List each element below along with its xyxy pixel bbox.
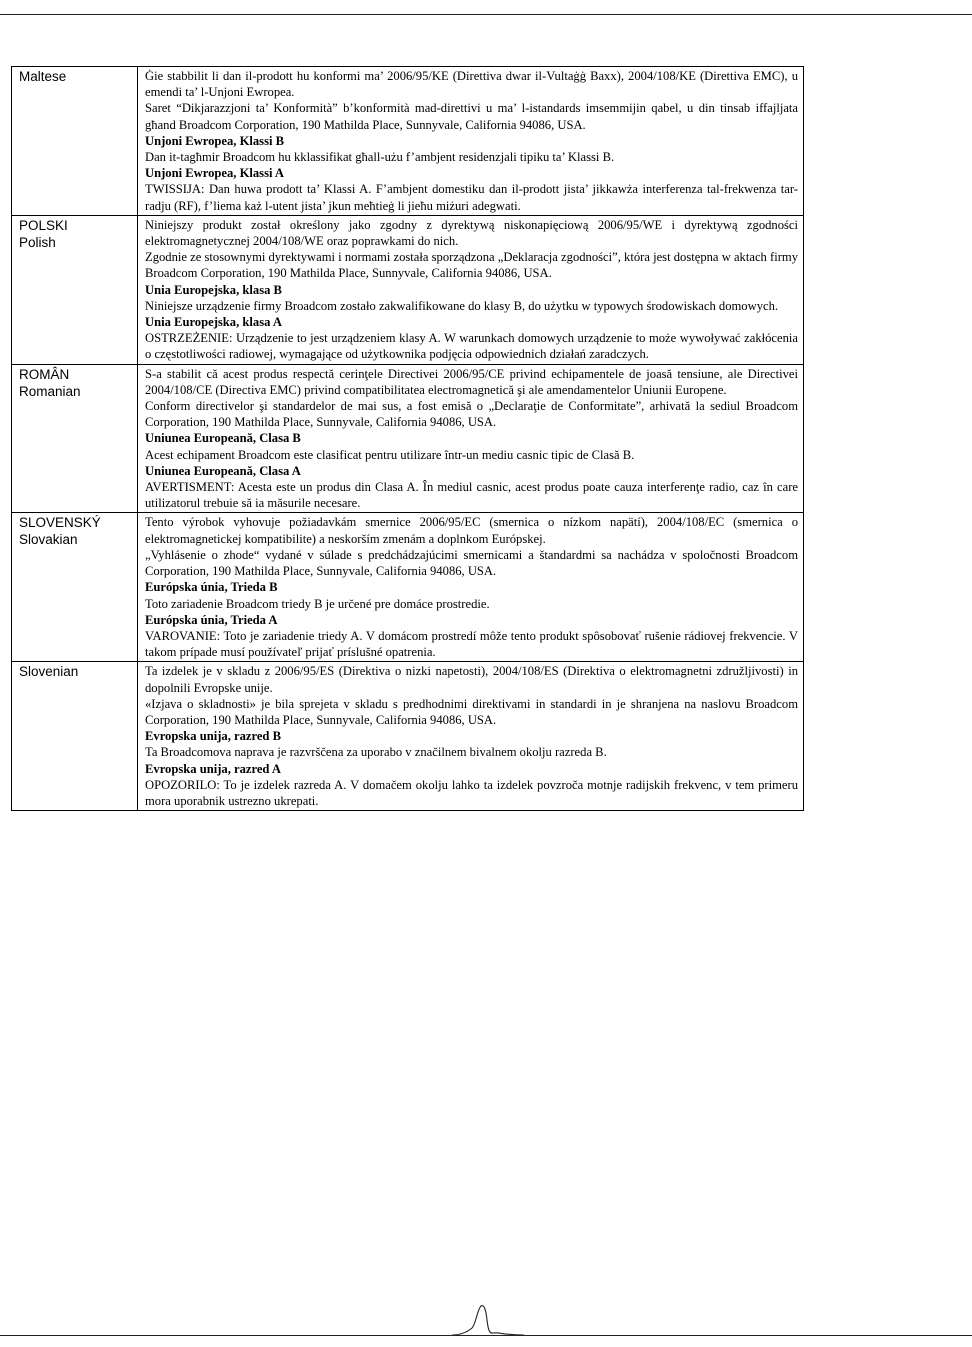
statement-paragraph: Saret “Dikjarazzjoni ta’ Konformità” b’konformità mad-direttivi u ma’ l-istandards imsemmijin qabel, u din tinsab iffajljata għand Broadcom Corporation, 190 Mathilda Place, Sunnyvale, California 94086, USA. [145,101,798,132]
statement-paragraph: „Vyhlásenie o zhode“ vydané v súlade s predchádzajúcimi smernicami a štandardmi sa nachádza v spoločnosti Broadcom Corporation, 190 Mathilda Place, Sunnyvale, California 94086, USA. [145,547,798,579]
statement-paragraph: Dan it-tagħmir Broadcom hu kklassifikat għall-użu f’ambjent residenzjali tipiku ta’ Klassi B. [145,150,615,165]
statement-paragraph: Niniejszy produkt został określony jako zgodny z dyrektywą niskonapięciową 2006/95/WE i dyrektywą zgodności elektromagnetycznej 2004/108/WE oraz poprawkami do nich. [145,217,798,249]
statement-paragraph: TWISSIJA: Dan huwa prodott ta’ Klassi A. F’ambjent domestiku dan il-prodott jista’ jikkawża interferenza tal-frekwenza tar-radju (RF), f’liema każ l-utent jista’ jkun meħtieġ li jieħu miżuri adegwati. [145,182,798,213]
header-rule [0,14,972,15]
statement-paragraph: Acest echipament Broadcom este clasificat pentru utilizare într-un mediu casnic tipic de Clasă B. [145,447,635,462]
language-label: Slovakian [19,532,78,548]
class-heading: Európska únia, Trieda B [145,580,278,595]
class-heading: Evropska unija, razred B [145,729,281,744]
statement-paragraph: Ta Broadcomova naprava je razvrščena za uporabo v značilnem bivalnem okolju razreda B. [145,745,607,760]
statement-cell [138,364,804,513]
table-row [12,67,804,216]
compliance-table-body [12,67,804,811]
class-heading: Európska únia, Trieda A [145,612,278,627]
statement-cell [138,513,804,662]
statement-paragraph: «Izjava o skladnosti» je bila sprejeta v skladu s predhodnimi direktivami in standardi in je shranjena na naslovu Broadcom Corporation, 190 Mathilda Place, Sunnyvale, California 94086, USA. [145,696,798,727]
language-cell [12,513,138,662]
table-row [12,513,804,662]
statement-cell [138,215,804,364]
language-label: SLOVENSKÝ [19,515,101,531]
statement-paragraph: OPOZORILO: To je izdelek razreda A. V domačem okolju lahko ta izdelek povzroča motnje radijskih frekvenc, v tem primeru mora uporabnik ustrezno ukrepati. [145,777,798,808]
language-label: Slovenian [19,664,79,680]
statement-paragraph: VAROVANIE: Toto je zariadenie triedy A. V domácom prostredí môže tento produkt spôsobovať rušenie rádiovej frekvencie. V takom prípade musí používateľ prijať príslušné opatrenia. [145,628,798,660]
statement-paragraph: Conform directivelor şi standardelor de mai sus, a fost emisă o „Declaraţie de Conformitate”, arhivată la sediul Broadcom Corporation, 190 Mathilda Place, Sunnyvale, California 94086, USA. [145,399,798,430]
language-label: POLSKI [19,217,68,233]
language-label: Polish [19,234,56,250]
language-cell [12,215,138,364]
statement-paragraph: Ġie stabbilit li dan il-prodott hu konformi ma’ 2006/95/KE (Direttiva dwar il-Vultaġġ Baxx), 2004/108/KE (Direttiva EMC), u emendi ta’ l-Unjoni Ewropea. [145,69,798,100]
compliance-table [11,66,804,811]
class-heading: Uniunea Europeană, Clasa A [145,463,301,478]
statement-paragraph: Toto zariadenie Broadcom triedy B je určené pre domáce prostredie. [145,596,490,611]
language-label: Maltese [19,69,67,84]
statement-cell [138,67,804,216]
class-heading: Evropska unija, razred A [145,761,281,776]
language-cell [12,67,138,216]
statement-cell [138,662,804,811]
class-heading: Uniunea Europeană, Clasa B [145,431,301,446]
table-row [12,215,804,364]
statement-paragraph: AVERTISMENT: Acesta este un produs din Clasa A. În mediul casnic, acest produs poate cauza interferenţe radio, caz în care utilizatorul trebuie să ia măsurile necesare. [145,480,798,511]
class-heading: Unia Europejska, klasa A [145,315,282,330]
language-cell [12,364,138,513]
class-heading: Unjoni Ewropea, Klassi B [145,133,285,148]
statement-paragraph: Tento výrobok vyhovuje požiadavkám smernice 2006/95/EC (smernica o nízkom napätí), 2004/108/EC (smernica o elektromagnetickej kompatibilite) a neskorším zmenám a doplnkom Európskej. [145,515,798,546]
broadcom-pulse-logo-icon [448,1300,528,1340]
statement-paragraph: Ta izdelek je v skladu z 2006/95/ES (Direktiva o nizki napetosti), 2004/108/ES (Direktiva o elektromagnetni združljivosti) in dopolnili Evropske unije. [145,664,798,695]
language-cell [12,662,138,811]
statement-paragraph: Zgodnie ze stosownymi dyrektywami i normami została sporządzona „Deklaracja zgodności”, która jest dostępna w aktach firmy Broadcom Corporation, 190 Mathilda Place, Sunnyvale, California 94086, USA. [145,250,798,281]
class-heading: Unjoni Ewropea, Klassi A [145,166,285,181]
language-label: Romanian [19,383,81,399]
statement-paragraph: OSTRZEŻENIE: Urządzenie to jest urządzeniem klasy A. W warunkach domowych urządzenie to może wywoływać zakłócenia o częstotliwości radiowej, wymagające od użytkownika podjęcia odpowiednich działań zaradczych. [145,331,798,362]
table-row [12,662,804,811]
statement-paragraph: Niniejsze urządzenie firmy Broadcom zostało zakwalifikowane do klasy B, do użytku w typowych środowiskach domowych. [145,298,779,313]
language-label: ROMÂN [19,366,70,382]
statement-paragraph: S-a stabilit că acest produs respectă cerinţele Directivei 2006/95/CE privind echipamentele de joasă tensiune, ale Directivei 2004/108/CE (Directiva EMC) privind compatibilitatea electromagnetică şi ale amendamentelor Uniunii Europene. [145,366,798,397]
table-row [12,364,804,513]
class-heading: Unia Europejska, klasa B [145,282,282,297]
